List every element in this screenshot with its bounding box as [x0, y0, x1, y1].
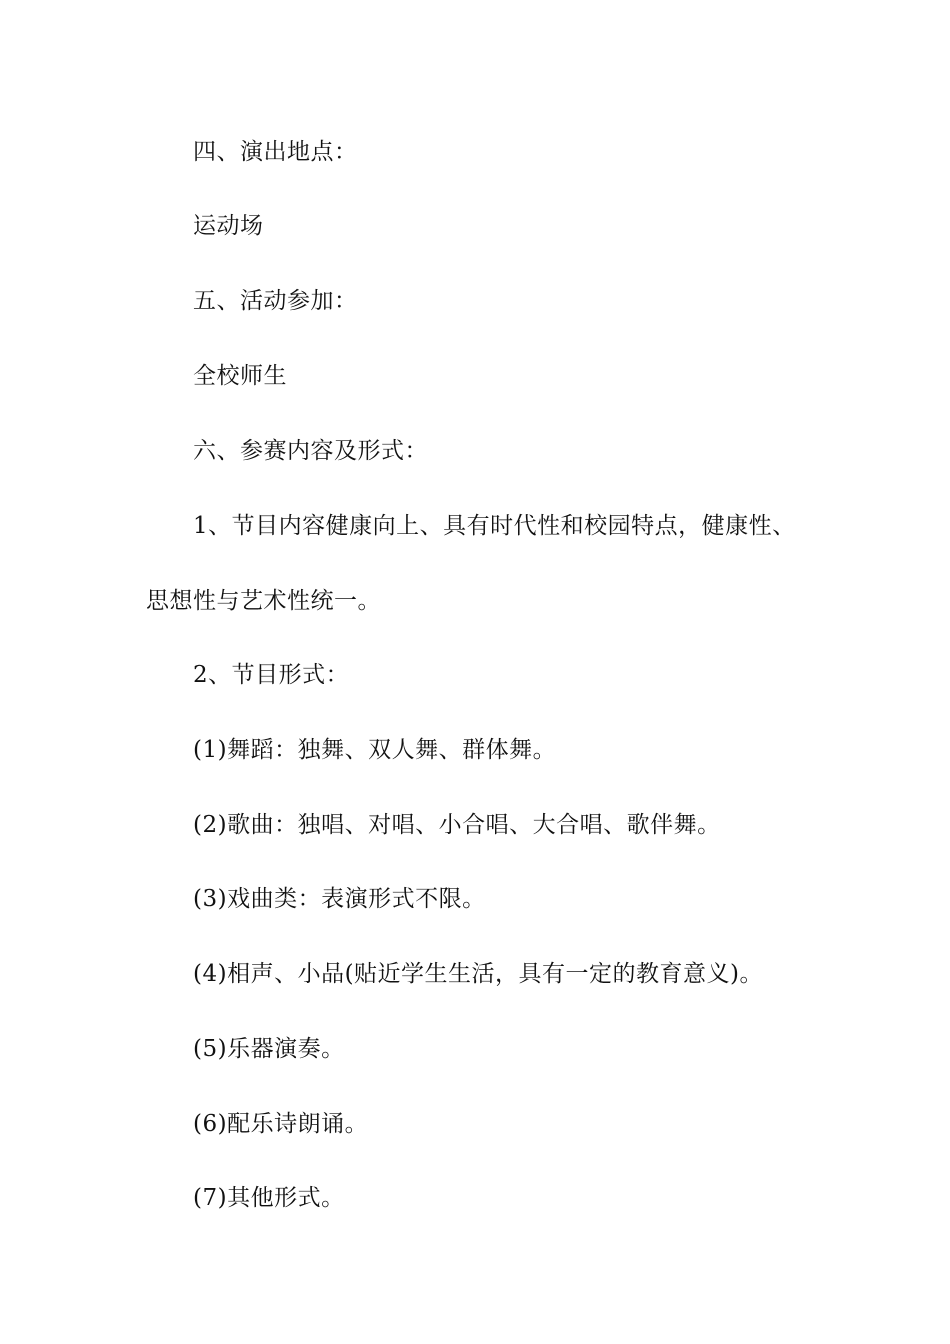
paragraph-item-1-continued: 思想性与艺术性统一。	[146, 588, 381, 614]
paragraph-item-2: 2、节目形式：	[193, 662, 350, 688]
paragraph-item-1: 1、节目内容健康向上、具有时代性和校园特点，健康性、	[193, 513, 796, 539]
section-heading-venue: 四、演出地点：	[193, 139, 358, 165]
paragraph-participants: 全校师生	[193, 363, 287, 389]
list-item-instrumental: (5)乐器演奏。	[193, 1036, 345, 1062]
list-item-dance: (1)舞蹈：独舞、双人舞、群体舞。	[193, 737, 557, 763]
section-heading-participants: 五、活动参加：	[193, 288, 358, 314]
list-item-crosstalk-skit: (4)相声、小品(贴近学生生活，具有一定的教育意义)。	[193, 961, 764, 987]
list-item-song: (2)歌曲：独唱、对唱、小合唱、大合唱、歌伴舞。	[193, 812, 721, 838]
list-item-other: (7)其他形式。	[193, 1185, 345, 1211]
paragraph-venue: 运动场	[193, 213, 264, 239]
list-item-poetry-recitation: (6)配乐诗朗诵。	[193, 1111, 369, 1137]
list-item-opera: (3)戏曲类：表演形式不限。	[193, 886, 486, 912]
section-heading-content-format: 六、参赛内容及形式：	[193, 438, 428, 464]
